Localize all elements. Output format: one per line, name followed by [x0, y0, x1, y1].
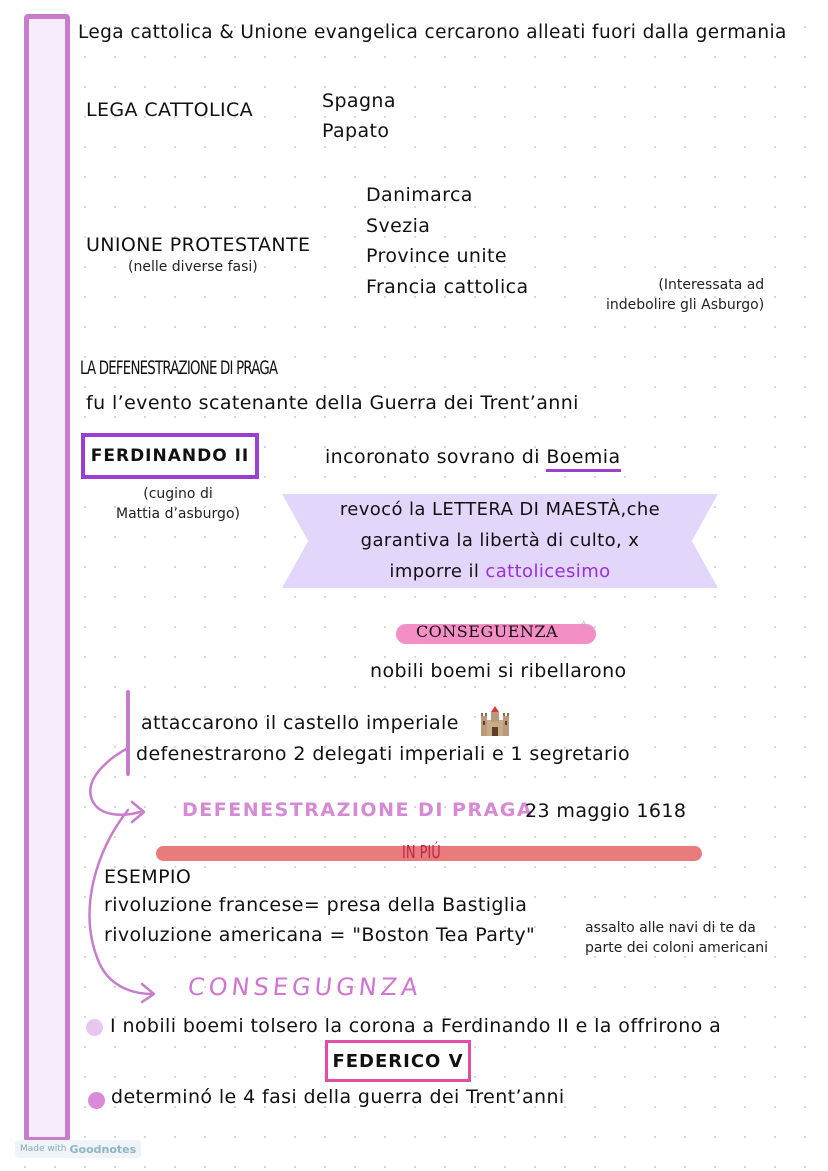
lega-allies-list [322, 86, 396, 146]
ferdinando-box: FERDINANDO II [81, 433, 259, 479]
margin-bar [24, 14, 70, 1142]
conseguenza-label: CONSEGUENZA [415, 622, 559, 641]
point-fasi: determinó le 4 fasi della guerra dei Trent’anni [111, 1086, 565, 1108]
cattolicesimo-highlight: cattolicesimo [485, 561, 611, 582]
lega-ally: Papato [322, 120, 390, 142]
banner-line: revocó la LETTERA DI MAESTÀ,che [339, 499, 661, 520]
defenestrazione-heading: LA DEFENESTRAZIONE DI PRAGA [80, 357, 278, 379]
banner-line-prefix: imporre il [389, 561, 486, 582]
event-date: 23 maggio 1618 [525, 800, 687, 822]
made-with-text: Made with [20, 1144, 67, 1154]
unione-note [606, 275, 764, 315]
bullet-dot [86, 1019, 103, 1036]
incoronato-prefix: incoronato sovrano di [325, 446, 547, 468]
incoronato-line [325, 446, 621, 468]
unione-protestante-title: UNIONE PROTESTANTE [86, 234, 311, 256]
defenestrazione-line: fu l’evento scatenante della Guerra dei Trent’anni [86, 392, 579, 414]
boemia-underlined: Boemia [546, 446, 620, 472]
sparkle-icon: ✧ [578, 618, 590, 634]
action-attack-castle: attaccarono il castello imperiale [141, 712, 459, 734]
unione-ally: Francia cattolica [366, 275, 529, 298]
ferdinando-note-line: (cugino di [143, 486, 213, 502]
banner-line: garantiva la libertà di culto, x [360, 530, 640, 551]
banner-line [282, 556, 718, 587]
ferdinando-note [108, 484, 248, 524]
point-corona: I nobili boemi tolsero la corona a Ferdinando II e la offrirono a [110, 1015, 722, 1037]
conseguenza-2-label: CONSEGUGNZA [186, 973, 424, 1001]
unione-ally: Province unite [366, 245, 507, 267]
unione-note-line: indebolire gli Asburgo) [606, 297, 765, 313]
boston-note-line: assalto alle navi di te da [585, 920, 756, 936]
ferdinando-note-line: Mattia d’asburgo) [116, 506, 240, 522]
lega-ally: Spagna [322, 90, 396, 112]
action-defenestration: defenestrarono 2 delegati imperiali e 1 segretario [136, 743, 630, 765]
intro-line: Lega cattolica & Unione evangelica cercarono alleati fuori dalla germania [78, 22, 787, 43]
unione-note-line: (Interessata ad [658, 277, 765, 293]
unione-allies-list [366, 180, 529, 302]
goodnotes-badge [15, 1140, 141, 1158]
lega-cattolica-title: LEGA CATTOLICA [86, 99, 254, 121]
in-piu-label: IN PIÚ [402, 842, 441, 863]
boston-note-line: parte dei coloni americani [585, 940, 769, 956]
unione-subtitle: (nelle diverse fasi) [128, 259, 258, 275]
esempio-francese: rivoluzione francese= presa della Bastiglia [104, 894, 528, 916]
nobili-line: nobili boemi si ribellarono [370, 660, 627, 682]
unione-ally: Svezia [366, 214, 431, 237]
bullet-dot [88, 1092, 105, 1109]
esempio-americana: rivoluzione americana = "Boston Tea Party" [104, 924, 536, 946]
event-title: DEFENESTRAZIONE DI PRAGA [182, 799, 534, 821]
boston-note [585, 918, 768, 958]
goodnotes-logo: Goodnotes [69, 1142, 137, 1156]
esempio-title: ESEMPIO [104, 866, 192, 888]
banner-text [282, 494, 718, 587]
castle-icon [478, 706, 512, 742]
federico-box: FEDERICO V [325, 1040, 471, 1082]
unione-ally: Danimarca [366, 184, 473, 206]
